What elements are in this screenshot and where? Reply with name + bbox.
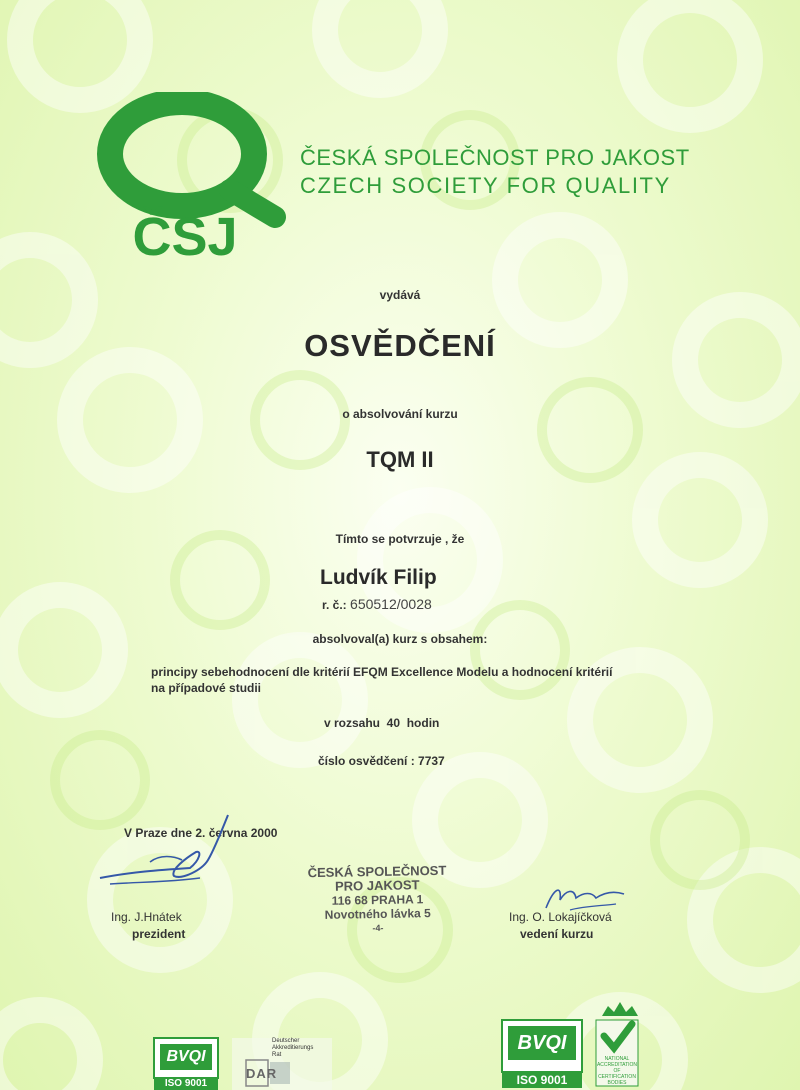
confirm-text: Tímto se potvrzuje , že bbox=[335, 532, 465, 546]
certificate-title: OSVĚDČENÍ bbox=[304, 328, 496, 363]
iso-label-right: ISO 9001 bbox=[516, 1073, 568, 1087]
place-date: V Praze dne 2. června 2000 bbox=[124, 826, 278, 840]
bvqi-label-left: BVQI bbox=[166, 1048, 206, 1065]
issues-label: vydává bbox=[379, 288, 421, 302]
nab-line2: ACCREDITATION bbox=[596, 1062, 638, 1068]
birth-number bbox=[322, 596, 432, 612]
completed-text: absolvoval(a) kurz s obsahem: bbox=[312, 632, 488, 646]
course-intro: o absolvování kurzu bbox=[342, 407, 458, 421]
signatory-right-role: vedení kurzu bbox=[520, 927, 594, 941]
signatory-left-name: Ing. J.Hnátek bbox=[111, 910, 182, 924]
nab-line1: NATIONAL bbox=[604, 1056, 630, 1062]
dar-text bbox=[272, 1038, 313, 1059]
accreditation-badge-left bbox=[152, 1030, 337, 1090]
signatory-right-name: Ing. O. Lokajíčková bbox=[509, 910, 612, 924]
nab-text bbox=[596, 1056, 638, 1086]
stamp-line1: ČESKÁ SPOLEČNOST bbox=[307, 862, 447, 881]
accreditation-badge-right bbox=[500, 996, 640, 1090]
dar-line2: Akkreditierungs bbox=[272, 1045, 314, 1051]
stamp-line3: 116 68 PRAHA 1 bbox=[331, 892, 424, 908]
course-scope: v rozsahu 40 hodin bbox=[324, 716, 440, 730]
dar-logo: DAR bbox=[246, 1066, 278, 1081]
course-content bbox=[151, 664, 711, 696]
official-stamp bbox=[299, 864, 455, 937]
signatory-left-role: prezident bbox=[132, 927, 186, 941]
org-name-czech: ČESKÁ SPOLEČNOST PRO JAKOST bbox=[300, 145, 690, 170]
signature-left bbox=[90, 810, 230, 895]
course-name: TQM II bbox=[366, 447, 434, 472]
certificate-number: číslo osvědčení : 7737 bbox=[318, 754, 445, 768]
nab-line3: OF CERTIFICATION bbox=[598, 1068, 636, 1080]
stamp-line4: Novotného lávka 5 bbox=[324, 906, 431, 922]
dar-line3: Rat bbox=[272, 1052, 282, 1058]
org-name-english: CZECH SOCIETY FOR QUALITY bbox=[300, 173, 671, 198]
stamp-line5: -4- bbox=[372, 922, 384, 934]
nab-line4: BODIES bbox=[607, 1080, 627, 1086]
csj-logo bbox=[90, 92, 290, 262]
course-content-line1: principy sebehodnocení dle kritérií EFQM Excellence Modelu a hodnocení kritérií bbox=[151, 665, 613, 679]
person-name: Ludvík Filip bbox=[320, 566, 437, 589]
stamp-line2: PRO JAKOST bbox=[334, 877, 420, 894]
bvqi-label-right: BVQI bbox=[517, 1032, 567, 1054]
birth-number-value: 650512/0028 bbox=[350, 596, 432, 612]
birth-number-label: r. č.: bbox=[322, 598, 347, 612]
course-content-line2: na případové studii bbox=[151, 681, 262, 695]
dar-line1: Deutscher bbox=[272, 1038, 300, 1044]
logo-letters: ČSJ bbox=[132, 207, 238, 262]
iso-label-left: ISO 9001 bbox=[164, 1078, 208, 1089]
